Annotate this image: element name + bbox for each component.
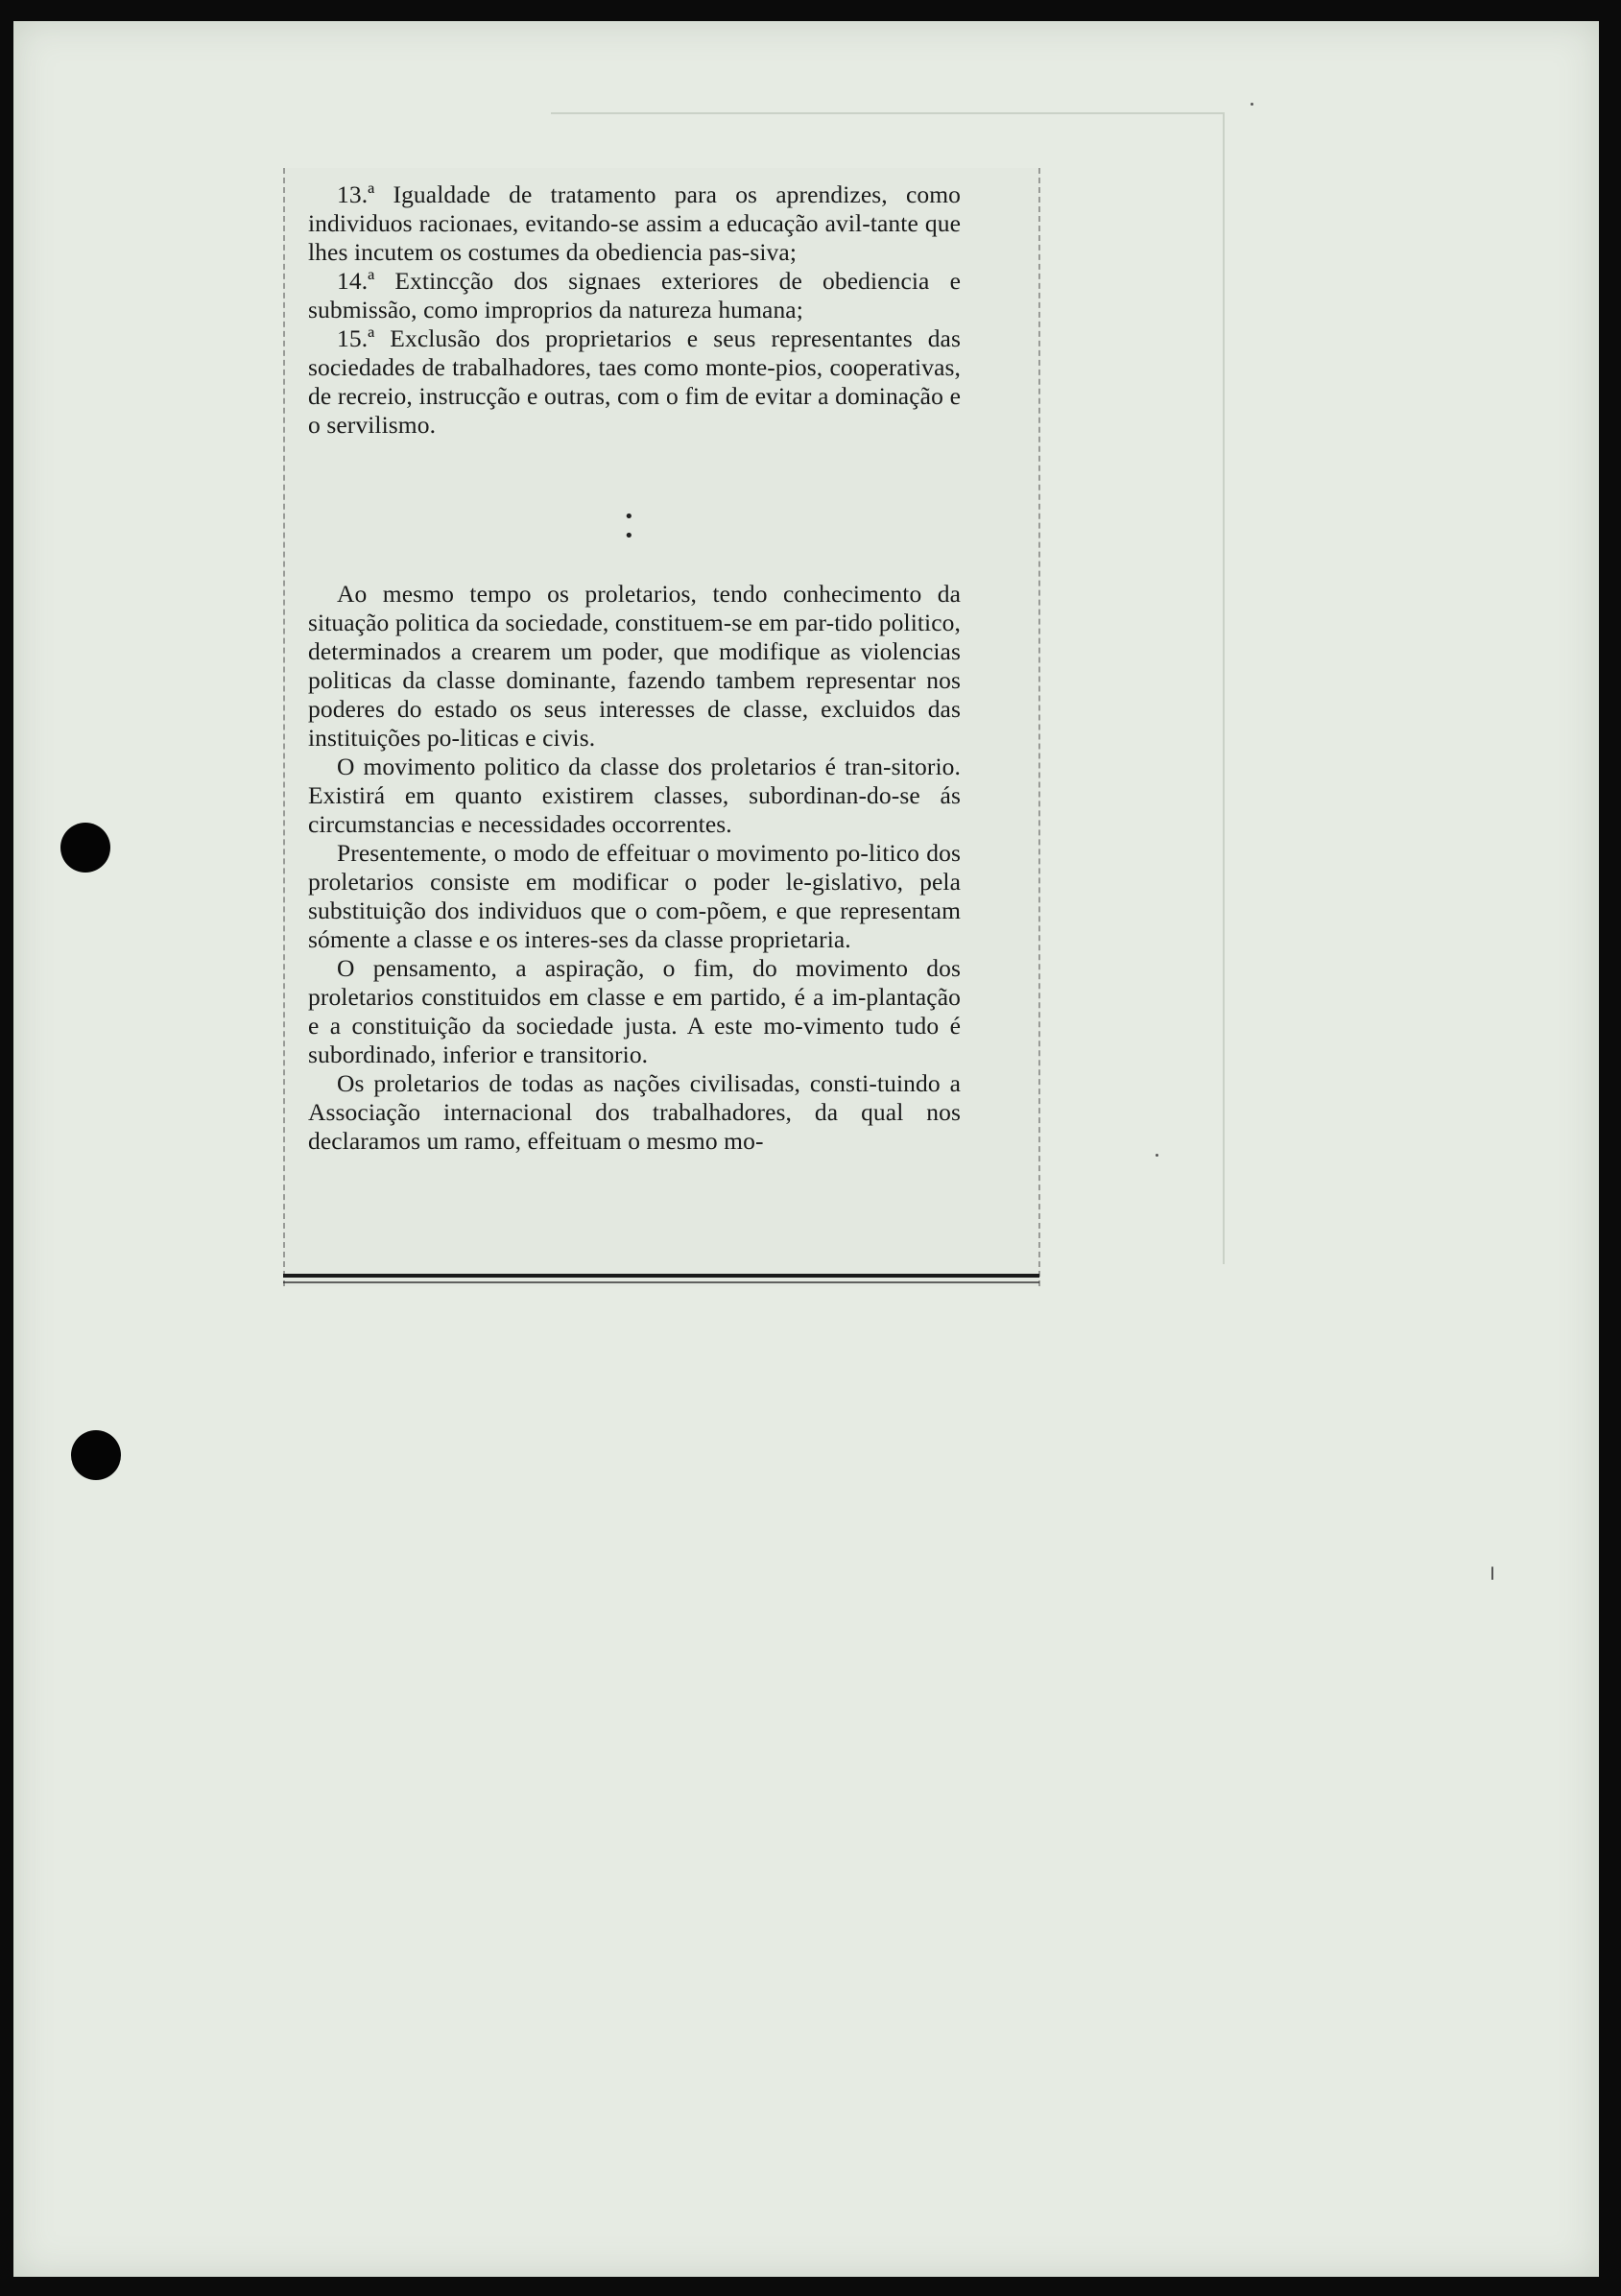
list-item: 15.ª Exclusão dos proprietarios e seus representantes das sociedades de trabalhadores, taes como monte-pios, cooperativas, de recreio, instrucção e outras, com o fim de evitar a dominação e o servilismo. xyxy=(308,324,961,439)
punch-hole xyxy=(71,1430,121,1480)
faint-vertical-rule xyxy=(1223,112,1225,1264)
paragraph: O movimento politico da classe dos proletarios é tran-sitorio. Existirá em quanto existirem classes, subordinan-do-se ás circumstancias e necessidades occorrentes. xyxy=(308,753,961,838)
separator-mark: • xyxy=(624,507,634,527)
paragraph: Presentemente, o modo de effeituar o movimento po-litico dos proletarios consiste em modificar o poder le-gislativo, pela substituição dos individuos que o com-põem, e que representam sómente a classe e os interes-ses da classe proprietaria. xyxy=(308,839,961,953)
paragraph: Os proletarios de todas as nações civilisadas, consti-tuindo a Associação internacional dos trabalhadores, da qual nos declaramos um ramo, effeituam o mesmo mo- xyxy=(308,1069,961,1155)
clipping-bottom-rule xyxy=(283,1274,1039,1278)
separator-mark: • xyxy=(624,526,634,546)
clipping-bottom-rule-thin xyxy=(283,1281,1039,1283)
body-text xyxy=(308,580,961,1156)
scan-speck xyxy=(1156,1154,1158,1157)
list-item: 14.ª Extincção dos signaes exteriores de obediencia e submissão, como improprios da natureza humana; xyxy=(308,267,961,323)
punch-hole xyxy=(60,823,110,873)
faint-horizontal-rule xyxy=(551,112,1223,114)
paragraph: Ao mesmo tempo os proletarios, tendo conhecimento da situação politica da sociedade, constituem-se em par-tido politico, determinados a crearem um poder, que modifique as violencias politicas da classe dominante, fazendo tambem representar nos poderes do estado os seus interesses de classe, excluidos das instituições po-liticas e civis. xyxy=(308,580,961,752)
paragraph: O pensamento, a aspiração, o fim, do movimento dos proletarios constituidos em classe e em partido, é a im-plantação e a constituição da sociedade justa. A este mo-vimento tudo é subordinado, inferior e transitorio. xyxy=(308,954,961,1068)
scan-speck xyxy=(1491,1567,1493,1580)
numbered-items xyxy=(308,180,961,440)
scan-speck xyxy=(1251,103,1253,106)
list-item: 13.ª Igualdade de tratamento para os aprendizes, como individuos racionaes, evitando-se assim a educação avil-tante que lhes incutem os costumes da obediencia pas-siva; xyxy=(308,180,961,266)
